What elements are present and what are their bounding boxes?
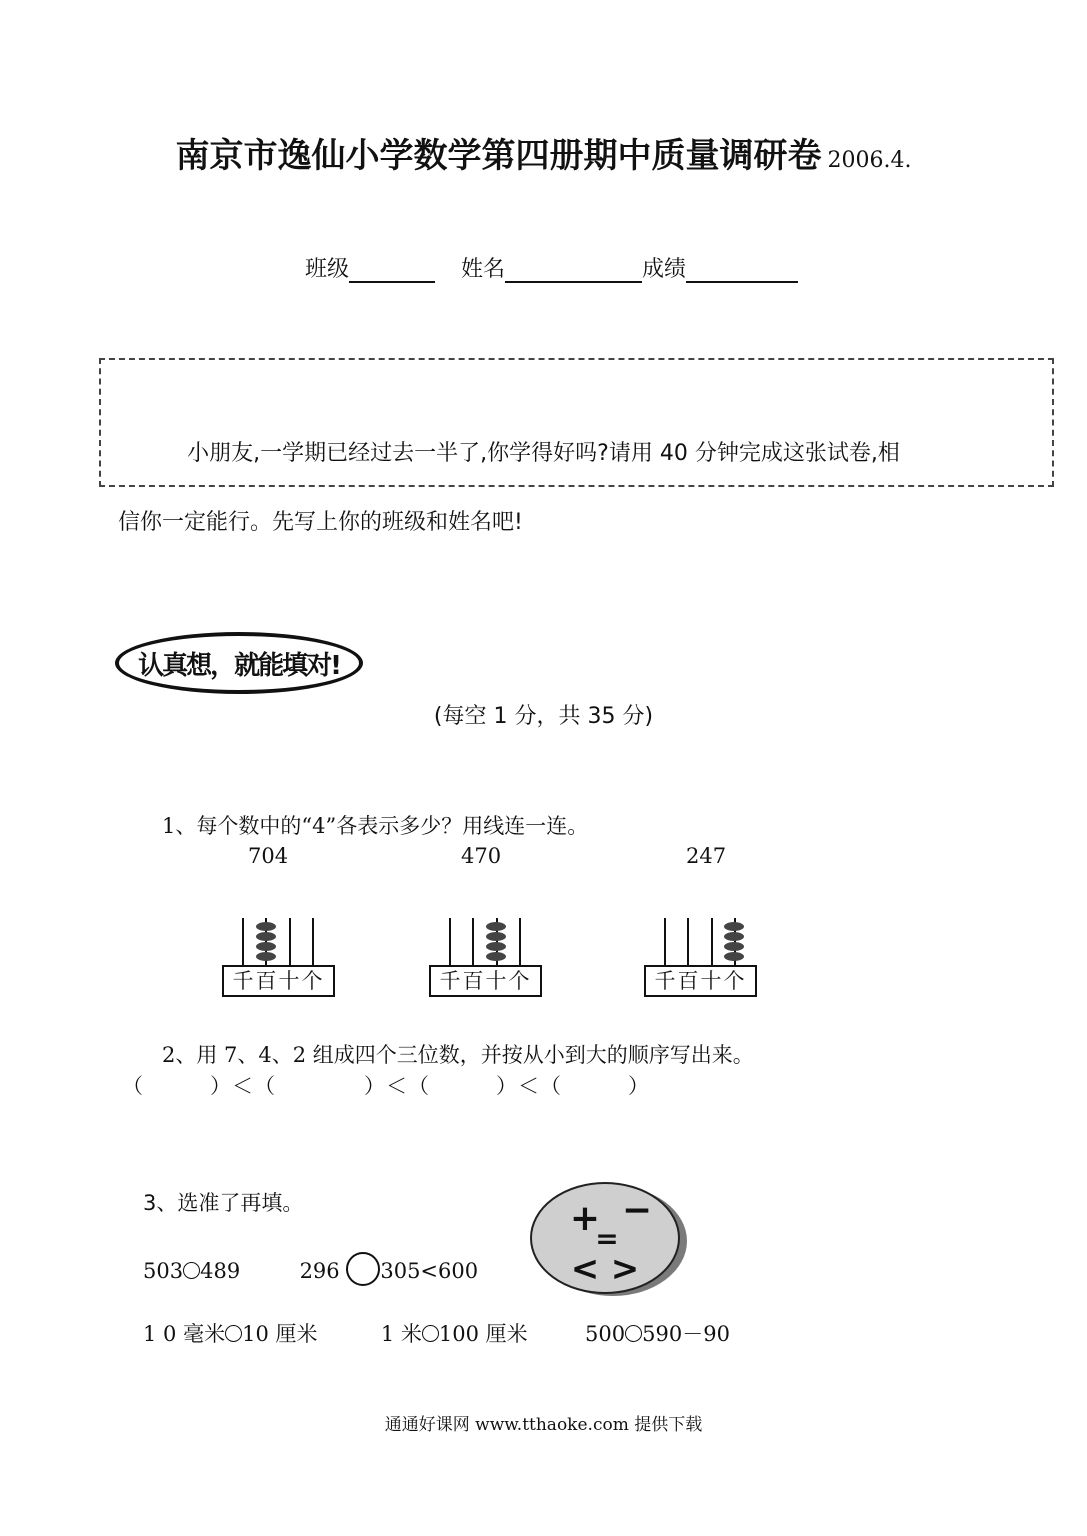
student-info xyxy=(305,252,798,283)
q3-r1-a-left: 503 xyxy=(143,1259,184,1283)
page-title xyxy=(0,128,1087,177)
q3-r2-b-left: 1 米 xyxy=(380,1322,422,1346)
greater-than-symbol: > xyxy=(610,1249,640,1289)
class-blank[interactable] xyxy=(349,255,435,283)
compare-circle[interactable] xyxy=(625,1325,642,1342)
abacus-2-label: 千百十个 xyxy=(429,965,542,997)
q1-number-1: 704 xyxy=(248,844,289,868)
abacus-1-label: 千百十个 xyxy=(222,965,335,997)
plus-symbol: + xyxy=(569,1198,601,1239)
question-3: 3、选准了再填。 xyxy=(143,1191,304,1215)
q3-row-2 xyxy=(143,1318,730,1348)
q3-r1-a-right: 489 xyxy=(200,1259,241,1283)
abacus-2 xyxy=(429,918,544,1006)
footer: 通通好课网 www.tthaoke.com 提供下载 xyxy=(384,1415,703,1435)
abacus-3 xyxy=(644,918,759,1006)
abacus-1 xyxy=(222,918,337,1006)
title-date: 2006.4. xyxy=(827,148,912,173)
q3-r2-a-right: 10 厘米 xyxy=(242,1322,318,1346)
score-blank[interactable] xyxy=(686,255,798,283)
q3-r2-b-right: 100 厘米 xyxy=(438,1322,528,1346)
math-symbols-disc xyxy=(527,1180,689,1298)
title-main: 南京市逸仙小学数学第四册期中质量调研卷 xyxy=(175,136,822,176)
name-label: 姓名 xyxy=(461,257,506,282)
q1-number-2: 470 xyxy=(461,844,502,868)
equals-symbol: = xyxy=(595,1222,619,1255)
section-badge xyxy=(115,632,363,694)
compare-circle[interactable] xyxy=(346,1252,380,1286)
less-than-symbol: < xyxy=(570,1249,600,1289)
abacus-3-label: 千百十个 xyxy=(644,965,757,997)
section-badge-text: 认真想，就能填对! xyxy=(138,650,340,681)
question-2: 2、用 7、4、2 组成四个三位数，并按从小到大的顺序写出来。 xyxy=(162,1043,754,1067)
note-box xyxy=(99,358,1054,487)
q3-row-1 xyxy=(143,1252,478,1286)
class-label: 班级 xyxy=(305,257,350,282)
q3-r2-a-left: 1 0 毫米 xyxy=(143,1322,226,1346)
compare-circle[interactable] xyxy=(183,1262,200,1279)
q1-number-3: 247 xyxy=(686,844,727,868)
score-label: 成绩 xyxy=(642,257,687,282)
q3-r2-c-right: 590－90 xyxy=(642,1322,730,1346)
q3-r1-b-left: 296 xyxy=(299,1259,340,1283)
compare-circle[interactable] xyxy=(422,1325,439,1342)
q3-r1-b-right: 305<600 xyxy=(380,1259,479,1283)
note-line-1: 小朋友,一学期已经过去一半了,你学得好吗?请用 40 分钟完成这张试卷,相 xyxy=(187,441,900,466)
q3-r2-c-left: 500 xyxy=(585,1322,626,1346)
q2-answer-blanks[interactable]: （ ）＜（ ）＜（ ）＜（ ） xyxy=(122,1074,650,1098)
section-score: (每空 1 分，共 35 分) xyxy=(433,704,654,729)
note-line-2: 信你一定能行。先写上你的班级和姓名吧! xyxy=(118,510,523,535)
compare-circle[interactable] xyxy=(225,1325,242,1342)
minus-symbol: − xyxy=(621,1190,653,1231)
name-blank[interactable] xyxy=(505,255,642,283)
question-1: 1、每个数中的“4”各表示多少？用线连一连。 xyxy=(162,814,589,838)
